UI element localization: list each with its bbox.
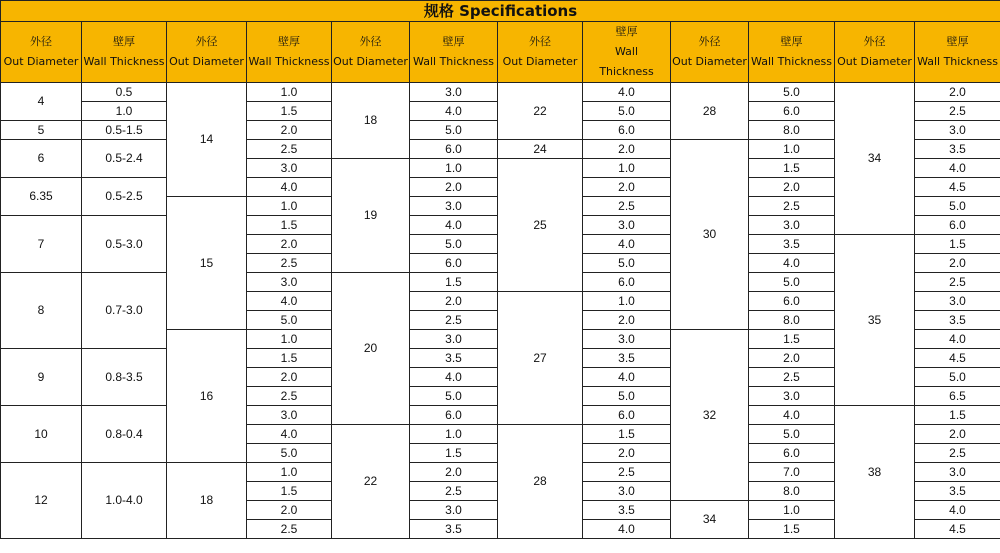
od-header-2	[167, 22, 247, 83]
wt-header-cn: 壁厚	[113, 35, 135, 48]
wt-cell: 4.0	[749, 254, 835, 273]
wt-cell: 6.0	[410, 406, 498, 425]
wt-cell: 0.5-2.4	[82, 140, 167, 178]
wt-cell: 3.0	[247, 159, 332, 178]
wt-cell: 3.0	[749, 216, 835, 235]
wt-cell: 8.0	[749, 121, 835, 140]
od-cell: 32	[671, 330, 749, 501]
wt-header-4	[583, 22, 671, 83]
wt-cell: 1.0	[410, 425, 498, 444]
wt-cell: 4.0	[583, 235, 671, 254]
wt-cell: 6.0	[583, 121, 671, 140]
wt-header-cn: 壁厚	[780, 35, 803, 48]
od-header-en: Out Diameter	[502, 55, 578, 68]
wt-header-en-line1: Wall	[614, 45, 639, 58]
od-cell: 5	[1, 121, 82, 140]
wt-cell: 4.0	[915, 501, 1000, 520]
wt-cell: 3.5	[915, 311, 1000, 330]
wt-header-en: Wall Thickness	[83, 55, 165, 68]
wt-header-cn: 壁厚	[615, 25, 638, 38]
wt-cell: 1.5	[247, 482, 332, 501]
wt-cell: 5.0	[749, 425, 835, 444]
table-row	[1, 83, 1000, 102]
od-header-cn: 外径	[863, 35, 886, 48]
od-cell: 8	[1, 273, 82, 349]
wt-cell: 2.5	[583, 463, 671, 482]
wt-cell: 2.0	[583, 140, 671, 159]
wt-cell: 7.0	[749, 463, 835, 482]
wt-cell: 3.0	[749, 387, 835, 406]
wt-cell: 2.0	[247, 368, 332, 387]
od-cell: 27	[498, 292, 583, 425]
wt-cell: 2.0	[247, 121, 332, 140]
wt-cell: 2.5	[915, 444, 1000, 463]
od-header-6	[835, 22, 915, 83]
od-cell: 34	[671, 501, 749, 539]
wt-cell: 2.0	[410, 178, 498, 197]
wt-cell: 2.0	[410, 463, 498, 482]
od-cell: 34	[835, 83, 915, 235]
wt-cell: 0.8-3.5	[82, 349, 167, 406]
wt-cell: 6.0	[749, 102, 835, 121]
wt-cell: 3.0	[583, 216, 671, 235]
od-cell: 16	[167, 330, 247, 463]
wt-cell: 1.0	[749, 501, 835, 520]
wt-cell: 2.0	[915, 83, 1000, 102]
wt-cell: 1.5	[583, 425, 671, 444]
od-header-en: Out Diameter	[3, 55, 79, 68]
wt-cell: 4.0	[583, 83, 671, 102]
od-cell: 7	[1, 216, 82, 273]
wt-cell: 3.5	[583, 501, 671, 520]
wt-cell: 6.0	[410, 254, 498, 273]
wt-cell: 2.5	[915, 102, 1000, 121]
od-header-cn: 外径	[529, 35, 551, 48]
wt-cell: 3.5	[915, 140, 1000, 159]
wt-cell: 3.0	[915, 121, 1000, 140]
wt-cell: 0.5-2.5	[82, 178, 167, 216]
wt-cell: 3.5	[749, 235, 835, 254]
wt-cell: 5.0	[749, 273, 835, 292]
wt-cell: 5.0	[583, 254, 671, 273]
wt-cell: 2.0	[915, 425, 1000, 444]
od-header-5	[671, 22, 749, 83]
wt-cell: 4.0	[247, 178, 332, 197]
wt-cell: 3.0	[915, 292, 1000, 311]
od-header-4	[498, 22, 583, 83]
od-cell: 4	[1, 83, 82, 121]
wt-cell: 3.5	[915, 482, 1000, 501]
od-header-3	[332, 22, 410, 83]
wt-cell: 6.0	[749, 444, 835, 463]
od-cell: 18	[167, 463, 247, 539]
wt-cell: 4.0	[410, 216, 498, 235]
wt-cell: 4.0	[583, 520, 671, 539]
wt-cell: 1.5	[410, 444, 498, 463]
od-header-1	[1, 22, 82, 83]
wt-cell: 3.0	[915, 463, 1000, 482]
wt-header-2	[247, 22, 332, 83]
od-cell: 19	[332, 159, 410, 273]
wt-cell: 3.5	[410, 520, 498, 539]
wt-cell: 3.5	[583, 349, 671, 368]
od-cell: 30	[671, 140, 749, 330]
wt-cell: 2.0	[583, 444, 671, 463]
od-cell: 10	[1, 406, 82, 463]
wt-cell: 8.0	[749, 482, 835, 501]
wt-cell: 4.0	[749, 406, 835, 425]
wt-header-cn: 壁厚	[442, 35, 465, 48]
wt-cell: 4.0	[410, 102, 498, 121]
wt-header-5	[749, 22, 835, 83]
wt-cell: 1.5	[749, 159, 835, 178]
wt-cell: 2.5	[410, 311, 498, 330]
wt-cell: 5.0	[915, 368, 1000, 387]
wt-cell: 5.0	[410, 387, 498, 406]
wt-header-1	[82, 22, 167, 83]
wt-cell: 3.0	[583, 330, 671, 349]
od-cell: 28	[498, 425, 583, 539]
wt-cell: 2.0	[410, 292, 498, 311]
wt-cell: 3.0	[583, 482, 671, 501]
wt-header-en: Wall Thickness	[917, 55, 998, 68]
wt-cell: 3.0	[247, 406, 332, 425]
wt-cell: 4.0	[247, 425, 332, 444]
wt-cell: 2.5	[749, 197, 835, 216]
wt-cell: 4.0	[410, 368, 498, 387]
wt-cell: 0.7-3.0	[82, 273, 167, 349]
wt-cell: 5.0	[749, 83, 835, 102]
od-header-cn: 外径	[359, 35, 382, 48]
od-cell: 9	[1, 349, 82, 406]
wt-cell: 2.0	[749, 349, 835, 368]
wt-cell: 1.0	[410, 159, 498, 178]
wt-cell: 2.5	[247, 140, 332, 159]
od-cell: 35	[835, 235, 915, 406]
wt-cell: 6.0	[410, 140, 498, 159]
wt-cell: 1.5	[247, 102, 332, 121]
wt-cell: 3.0	[410, 83, 498, 102]
wt-cell: 1.5	[247, 349, 332, 368]
wt-cell: 1.5	[749, 520, 835, 539]
wt-cell: 1.0	[583, 292, 671, 311]
wt-cell: 0.5-3.0	[82, 216, 167, 273]
wt-header-en: Wall Thickness	[248, 55, 330, 68]
wt-cell: 3.5	[410, 349, 498, 368]
od-header-en: Out Diameter	[333, 55, 408, 68]
od-cell: 38	[835, 406, 915, 539]
wt-cell: 0.8-0.4	[82, 406, 167, 463]
wt-cell: 4.5	[915, 178, 1000, 197]
wt-header-en-line2: Thickness	[599, 65, 654, 78]
wt-cell: 6.0	[583, 273, 671, 292]
wt-cell: 1.0	[247, 197, 332, 216]
wt-cell: 2.5	[915, 273, 1000, 292]
wt-cell: 1.5	[749, 330, 835, 349]
wt-cell: 6.0	[915, 216, 1000, 235]
wt-cell: 2.0	[247, 235, 332, 254]
wt-cell: 1.5	[247, 216, 332, 235]
od-header-cn: 外径	[698, 35, 721, 48]
wt-cell: 1.0	[82, 102, 167, 121]
wt-cell: 2.0	[583, 178, 671, 197]
wt-cell: 5.0	[410, 121, 498, 140]
wt-cell: 2.0	[583, 311, 671, 330]
wt-header-en: Wall Thickness	[413, 55, 494, 68]
wt-cell: 2.5	[410, 482, 498, 501]
wt-cell: 0.5-1.5	[82, 121, 167, 140]
wt-cell: 2.5	[247, 520, 332, 539]
od-header-cn: 外径	[195, 35, 218, 48]
od-cell: 6	[1, 140, 82, 178]
wt-cell: 2.0	[247, 501, 332, 520]
wt-cell: 2.5	[749, 368, 835, 387]
od-cell: 12	[1, 463, 82, 539]
wt-cell: 3.0	[410, 330, 498, 349]
wt-cell: 5.0	[410, 235, 498, 254]
od-header-en: Out Diameter	[169, 55, 244, 68]
od-cell: 28	[671, 83, 749, 140]
wt-cell: 0.5	[82, 83, 167, 102]
wt-header-cn: 壁厚	[278, 35, 300, 48]
wt-cell: 4.0	[583, 368, 671, 387]
od-cell: 18	[332, 83, 410, 159]
od-cell: 22	[498, 83, 583, 140]
wt-cell: 5.0	[583, 102, 671, 121]
wt-header-en: Wall Thickness	[751, 55, 832, 68]
wt-cell: 2.0	[915, 254, 1000, 273]
wt-cell: 1.0	[749, 140, 835, 159]
od-cell: 20	[332, 273, 410, 425]
wt-cell: 5.0	[247, 444, 332, 463]
wt-cell: 2.0	[749, 178, 835, 197]
wt-cell: 6.5	[915, 387, 1000, 406]
wt-cell: 1.5	[915, 406, 1000, 425]
od-cell: 15	[167, 197, 247, 330]
table-title: 规格 Specifications	[1, 1, 1000, 22]
wt-header-3	[410, 22, 498, 83]
wt-cell: 6.0	[749, 292, 835, 311]
wt-cell: 1.5	[915, 235, 1000, 254]
wt-cell: 3.0	[410, 197, 498, 216]
wt-cell: 1.0	[247, 330, 332, 349]
wt-cell: 1.0-4.0	[82, 463, 167, 539]
wt-cell: 1.0	[583, 159, 671, 178]
wt-header-6	[915, 22, 1000, 83]
od-header-en: Out Diameter	[837, 55, 912, 68]
wt-cell: 4.0	[915, 330, 1000, 349]
wt-cell: 4.0	[247, 292, 332, 311]
wt-cell: 5.0	[915, 197, 1000, 216]
wt-cell: 6.0	[583, 406, 671, 425]
wt-cell: 1.0	[247, 463, 332, 482]
wt-cell: 4.5	[915, 349, 1000, 368]
wt-cell: 5.0	[583, 387, 671, 406]
od-header-en: Out Diameter	[672, 55, 747, 68]
od-cell: 6.35	[1, 178, 82, 216]
od-header-cn: 外径	[30, 35, 52, 48]
wt-cell: 3.0	[410, 501, 498, 520]
wt-cell: 8.0	[749, 311, 835, 330]
wt-cell: 1.0	[247, 83, 332, 102]
wt-header-cn: 壁厚	[946, 35, 969, 48]
wt-cell: 2.5	[583, 197, 671, 216]
wt-cell: 4.5	[915, 520, 1000, 539]
wt-cell: 3.0	[247, 273, 332, 292]
od-cell: 22	[332, 425, 410, 539]
wt-cell: 4.0	[915, 159, 1000, 178]
od-cell: 24	[498, 140, 583, 159]
wt-cell: 2.5	[247, 254, 332, 273]
od-cell: 25	[498, 159, 583, 292]
od-cell: 14	[167, 83, 247, 197]
wt-cell: 1.5	[410, 273, 498, 292]
wt-cell: 5.0	[247, 311, 332, 330]
wt-cell: 2.5	[247, 387, 332, 406]
